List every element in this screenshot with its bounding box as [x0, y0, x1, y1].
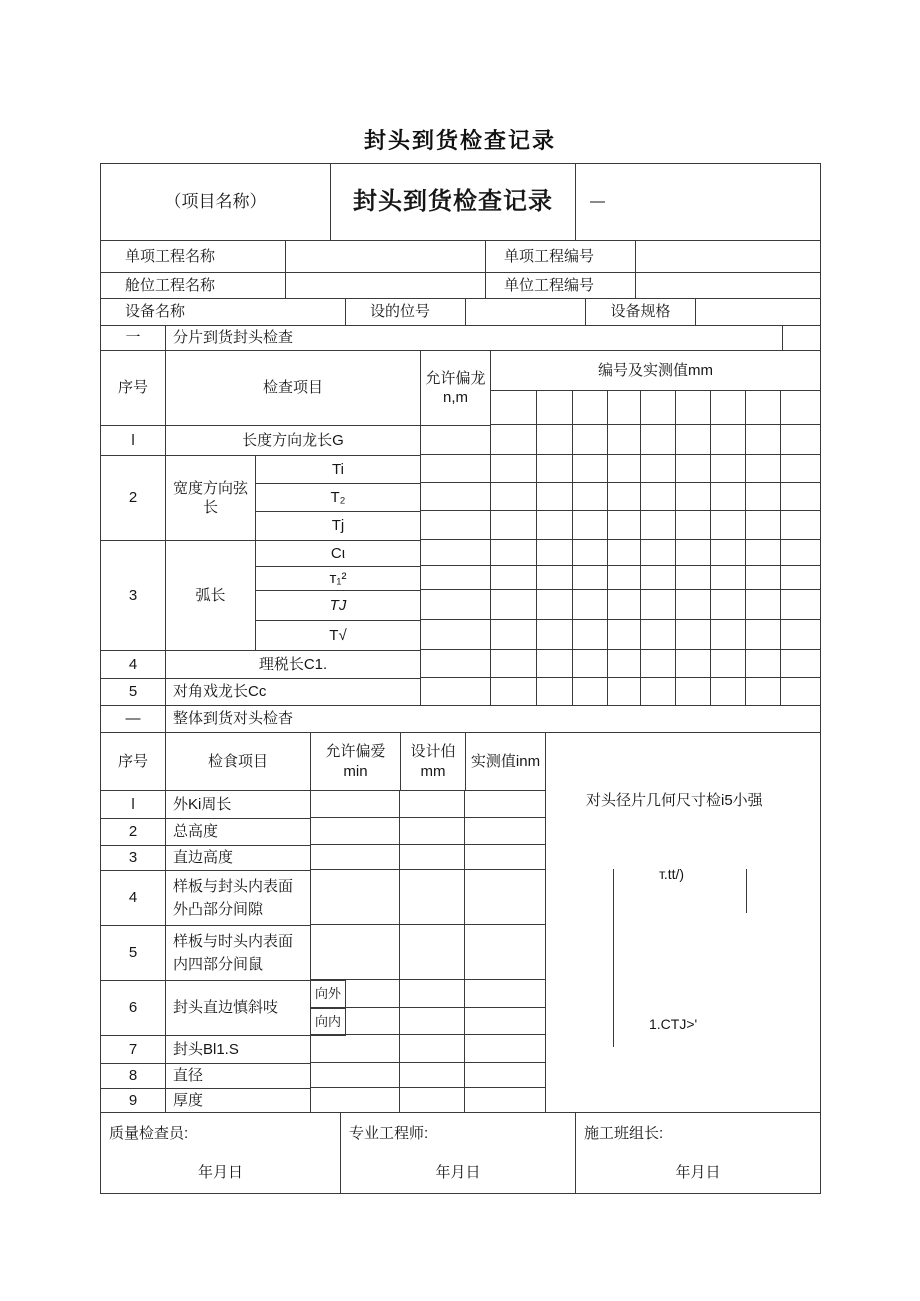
grid-cell: [537, 590, 573, 620]
s2-col-seq: 序号: [100, 732, 166, 791]
grid-cell: [676, 425, 711, 455]
sketch-caption: 对头径片几何尺寸检i5小强: [586, 792, 763, 809]
grid-cell: [746, 650, 781, 678]
grid-cell: [400, 1063, 465, 1088]
grid-cell: [746, 455, 781, 483]
grid-cell: [537, 483, 573, 511]
grid-cell: [641, 455, 676, 483]
section1-index: 一: [100, 325, 166, 351]
grid-cell: [781, 511, 821, 540]
grid-cell: [781, 566, 821, 590]
sketch-vertical-line-long: [613, 869, 614, 1047]
s1-row4-item: 理税长C1.: [165, 650, 421, 679]
grid-cell: [608, 678, 641, 706]
grid-cell: [465, 1035, 546, 1063]
s2-row6-no: 6: [100, 980, 166, 1036]
s2-row5-no: 5: [100, 925, 166, 981]
s1-row3-sub4: T√: [255, 620, 421, 651]
grid-cell: [711, 620, 746, 650]
grid-cell: [465, 1063, 546, 1088]
s2-row6-inward-label: 向内: [310, 1008, 346, 1036]
grid-cell: [781, 540, 821, 566]
grid-cell: [420, 540, 491, 566]
grid-cell: [676, 620, 711, 650]
grid-cell: [641, 483, 676, 511]
section2-index: —: [100, 705, 166, 733]
grid-cell: [310, 1035, 400, 1063]
grid-cell: [746, 390, 781, 425]
blank-field: [635, 240, 821, 273]
grid-cell: [310, 845, 400, 870]
grid-cell: [537, 425, 573, 455]
grid-cell: [465, 870, 546, 925]
s2-col-design: [400, 732, 466, 791]
grid-cell: [573, 540, 608, 566]
sketch-vertical-line-short: [746, 869, 747, 913]
grid-cell: [781, 678, 821, 706]
s2-col-design-line2: mm: [420, 762, 446, 780]
blank-field: [695, 298, 821, 326]
grid-cell: [676, 455, 711, 483]
grid-cell: [781, 390, 821, 425]
grid-cell: [573, 650, 608, 678]
grid-cell: [746, 483, 781, 511]
grid-cell: [420, 566, 491, 590]
equipment-pos-label: 设的位号: [345, 298, 466, 326]
grid-cell: [490, 390, 537, 425]
form-title: 封头到货检查记录: [330, 163, 576, 241]
grid-cell: [781, 455, 821, 483]
grid-cell: [746, 425, 781, 455]
grid-cell: [608, 425, 641, 455]
grid-cell: [420, 650, 491, 678]
grid-cell: [676, 540, 711, 566]
grid-cell: [641, 590, 676, 620]
equipment-spec-label: 设备规格: [585, 298, 696, 326]
grid-cell: [573, 425, 608, 455]
s2-col-actual: 实测值inm: [465, 732, 546, 791]
s2-row9-no: 9: [100, 1088, 166, 1113]
s2-col-item: 检食项目: [165, 732, 311, 791]
s1-col-measure: 编号及实测值mm: [490, 350, 821, 391]
grid-cell: [711, 483, 746, 511]
grid-cell: [490, 566, 537, 590]
grid-cell: [490, 425, 537, 455]
s1-row1-no: l: [100, 425, 166, 456]
grid-cell: [537, 540, 573, 566]
s1-row2-sub2: T₂: [255, 483, 421, 512]
grid-cell: [641, 678, 676, 706]
grid-cell: [711, 540, 746, 566]
blank-field: [782, 325, 821, 351]
grid-cell: [537, 620, 573, 650]
grid-cell: [537, 678, 573, 706]
grid-cell: [711, 511, 746, 540]
grid-cell: [676, 566, 711, 590]
s2-col-tolerance-line2: min: [343, 762, 368, 780]
inspector-date: 年月日: [197, 1163, 243, 1181]
grid-cell: [400, 790, 465, 818]
section2-title: 整体到货对头检杳: [165, 705, 821, 733]
grid-cell: [676, 483, 711, 511]
grid-cell: [781, 620, 821, 650]
grid-cell: [573, 566, 608, 590]
grid-cell: [400, 1035, 465, 1063]
s2-col-tolerance-line1: 允许偏爱: [325, 743, 386, 760]
s2-row9-item: 厚度: [165, 1088, 311, 1113]
engineer-label: 专业工程师:: [349, 1125, 429, 1142]
grid-cell: [490, 483, 537, 511]
grid-cell: [490, 455, 537, 483]
s2-row3-no: 3: [100, 845, 166, 871]
s1-row5-item: 对角戏龙长Cc: [165, 678, 421, 706]
s1-row2-no: 2: [100, 455, 166, 541]
equipment-name-label: 设备名称: [100, 298, 346, 326]
grid-cell: [608, 650, 641, 678]
grid-cell: [641, 650, 676, 678]
form-number-cell: —: [575, 163, 821, 241]
unit-project-name-label: 单项工程名称: [100, 240, 286, 273]
s2-col-tolerance: [310, 732, 401, 791]
grid-cell: [608, 590, 641, 620]
grid-cell: [537, 455, 573, 483]
grid-cell: [573, 678, 608, 706]
grid-cell: [537, 390, 573, 425]
grid-cell: [641, 566, 676, 590]
grid-cell: [400, 980, 465, 1008]
grid-cell: [608, 540, 641, 566]
grid-cell: [537, 650, 573, 678]
grid-cell: [310, 790, 400, 818]
sketch-cell: [545, 732, 821, 1113]
s1-row5-no: 5: [100, 678, 166, 706]
grid-cell: [676, 390, 711, 425]
grid-cell: [711, 678, 746, 706]
grid-cell: [711, 650, 746, 678]
foreman-label: 施工班组长:: [584, 1125, 664, 1142]
s2-row5-item: 样板与时头内表面内四部分间鼠: [165, 925, 311, 981]
s2-row8-no: 8: [100, 1063, 166, 1089]
grid-cell: [608, 620, 641, 650]
grid-cell: [641, 540, 676, 566]
s2-row1-no: l: [100, 790, 166, 819]
grid-cell: [490, 650, 537, 678]
grid-cell: [465, 845, 546, 870]
grid-cell: [676, 650, 711, 678]
grid-cell: [465, 980, 546, 1008]
grid-cell: [400, 925, 465, 980]
grid-cell: [608, 390, 641, 425]
grid-cell: [746, 678, 781, 706]
grid-cell: [746, 540, 781, 566]
s2-row1-item: 外Ki周长: [165, 790, 311, 819]
grid-cell: [573, 390, 608, 425]
s2-row7-no: 7: [100, 1035, 166, 1064]
grid-cell: [641, 511, 676, 540]
signature-cell-engineer: [340, 1112, 576, 1194]
grid-cell: [746, 566, 781, 590]
grid-cell: [781, 425, 821, 455]
grid-cell: [400, 870, 465, 925]
grid-cell: [465, 925, 546, 980]
blank-field: [465, 298, 586, 326]
grid-cell: [537, 511, 573, 540]
grid-cell: [420, 620, 491, 650]
blank-field: [635, 272, 821, 299]
section1-title: 分片到货封头检查: [165, 325, 783, 351]
grid-cell: [641, 425, 676, 455]
s1-row1-item: 长度方向龙长G: [165, 425, 421, 456]
s1-col-tolerance-line2: n,m: [442, 389, 468, 406]
grid-cell: [490, 620, 537, 650]
inspection-form-table: [100, 163, 821, 1194]
unit-eng-no-label: 单位工程编号: [485, 272, 636, 299]
grid-cell: [310, 925, 400, 980]
grid-cell: [490, 590, 537, 620]
s1-row2-sub3: Tj: [255, 511, 421, 541]
s1-col-tolerance-line1: 允许偏龙: [425, 369, 486, 387]
grid-cell: [537, 566, 573, 590]
s2-row7-item: 封头Bl1.S: [165, 1035, 311, 1064]
s1-row2-sub1: Ti: [255, 455, 421, 484]
grid-cell: [310, 818, 400, 845]
grid-cell: [573, 620, 608, 650]
grid-cell: [711, 590, 746, 620]
grid-cell: [608, 511, 641, 540]
tolerance-column-section1: [420, 425, 491, 706]
grid-cell: [711, 566, 746, 590]
s1-row2-item: 宽度方向弦长: [165, 455, 256, 541]
grid-cell: [746, 511, 781, 540]
grid-cell: [641, 620, 676, 650]
sketch-label-bottom: 1.CTJ>': [649, 1016, 698, 1032]
grid-cell: [400, 1088, 465, 1113]
grid-cell: [465, 818, 546, 845]
measurement-grid-section1: [490, 390, 821, 706]
grid-cell: [400, 818, 465, 845]
grid-cell: [676, 590, 711, 620]
grid-cell: [420, 425, 491, 455]
s2-row8-item: 直径: [165, 1063, 311, 1089]
s2-row3-item: 直边高度: [165, 845, 311, 871]
grid-cell: [490, 678, 537, 706]
s2-row6-outward-label: 向外: [310, 980, 346, 1009]
grid-cell: [465, 1088, 546, 1113]
measurement-grid-section2: [310, 790, 546, 1113]
signature-cell-foreman: [575, 1112, 821, 1194]
grid-cell: [781, 483, 821, 511]
grid-cell: [310, 1088, 400, 1113]
inspector-label: 质量检查员:: [109, 1125, 189, 1142]
grid-cell: [608, 455, 641, 483]
s2-row2-item: 总高度: [165, 818, 311, 846]
grid-cell: [676, 511, 711, 540]
grid-cell: [573, 455, 608, 483]
grid-cell: [608, 483, 641, 511]
unit-project-no-label: 单项工程编号: [485, 240, 636, 273]
grid-cell: [573, 511, 608, 540]
s1-row3-sub2: т₁²: [255, 566, 421, 591]
grid-cell: [781, 590, 821, 620]
project-name-label: （项目名称）: [100, 163, 331, 241]
grid-cell: [420, 483, 491, 511]
grid-cell: [711, 390, 746, 425]
s2-row2-no: 2: [100, 818, 166, 846]
s1-row3-no: 3: [100, 540, 166, 651]
engineer-date: 年月日: [435, 1163, 481, 1181]
sketch-label-top: т.tt/): [659, 866, 685, 882]
s2-row6-item: 封头直边慎斜吱: [165, 980, 311, 1036]
page-title: 封头到货检查记录: [363, 128, 556, 153]
s2-col-design-line1: 设计伯: [410, 743, 456, 760]
grid-cell: [490, 540, 537, 566]
grid-cell: [711, 425, 746, 455]
grid-cell: [310, 1063, 400, 1088]
s1-row3-sub3: TJ: [255, 590, 421, 621]
s2-row4-no: 4: [100, 870, 166, 926]
s1-row3-sub1: Cι: [255, 540, 421, 567]
grid-cell: [711, 455, 746, 483]
grid-cell: [420, 590, 491, 620]
s2-row4-item: 样板与封头内表面外凸部分间隙: [165, 870, 311, 926]
grid-cell: [781, 650, 821, 678]
grid-cell: [641, 390, 676, 425]
s1-row4-no: 4: [100, 650, 166, 679]
grid-cell: [310, 870, 400, 925]
grid-cell: [746, 590, 781, 620]
grid-cell: [746, 620, 781, 650]
grid-cell: [400, 845, 465, 870]
grid-cell: [676, 678, 711, 706]
grid-cell: [573, 483, 608, 511]
grid-cell: [465, 790, 546, 818]
blank-field: [285, 240, 486, 273]
grid-cell: [465, 1008, 546, 1035]
grid-cell: [490, 511, 537, 540]
s1-col-tolerance: [420, 350, 491, 426]
foreman-date: 年月日: [675, 1163, 721, 1181]
signature-cell-inspector: [100, 1112, 341, 1194]
s1-col-item: 检查项目: [165, 350, 421, 426]
blank-field: [285, 272, 486, 299]
s1-row3-item: 弧长: [165, 540, 256, 651]
grid-cell: [400, 1008, 465, 1035]
grid-cell: [420, 678, 491, 706]
grid-cell: [420, 455, 491, 483]
cabin-project-name-label: 舱位工程名称: [100, 272, 286, 299]
grid-cell: [420, 511, 491, 540]
grid-cell: [573, 590, 608, 620]
s1-col-seq: 序号: [100, 350, 166, 426]
grid-cell: [608, 566, 641, 590]
